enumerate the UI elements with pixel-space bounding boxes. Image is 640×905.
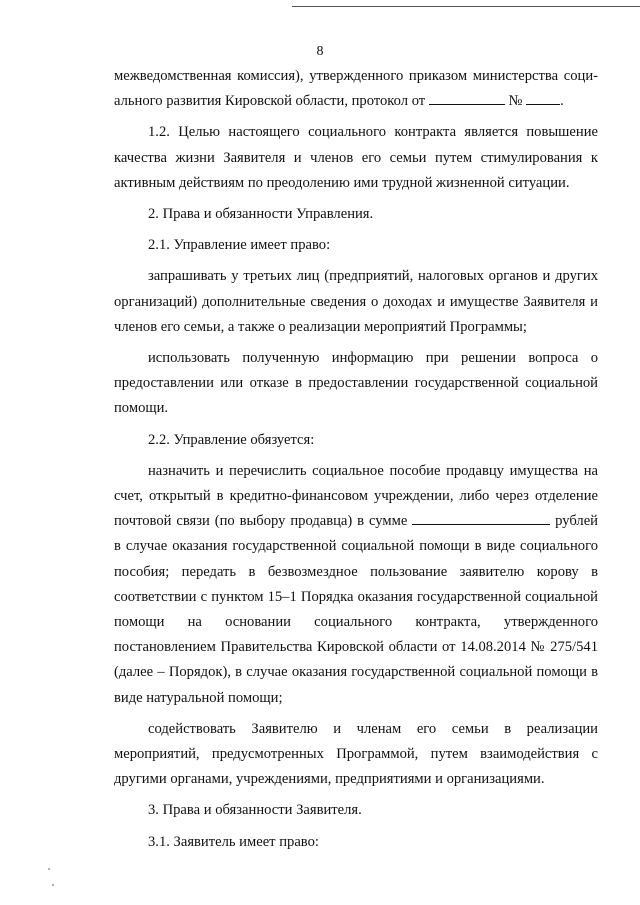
section-heading-2: 2. Права и обязанности Управления. (148, 206, 374, 223)
text-run: в случае оказания государственной социальной помощи в виде социального пособия; передать в безвозмездное пользование заявителю корову в соответствии с пунктом 15–1 Порядка оказания государственной социальной помощи на основании социального контракта, утвержденного постановлением Правительства Кировской области от 14.08.2014 № 275/541 (далее – Порядок), в случае оказания государственной социальной помощи в виде натуральной помощи; (114, 538, 598, 706)
document-body (114, 64, 598, 855)
paragraph-assign-benefit (114, 459, 598, 711)
paragraph-commission (114, 64, 598, 114)
subsection-heading-2-2: 2.2. Управление обязуется: (148, 431, 315, 448)
protocol-date-blank (429, 90, 505, 105)
paragraph-use-info: использовать полученную информацию при решении вопроса о предоставлении или отказе в предоставлении государственной социальной помощи. (114, 350, 598, 417)
top-rule (292, 6, 640, 7)
paragraph-assist: содействовать Заявителю и членам его семьи в реализации мероприятий, предусмотренных Программой, путем взаимодействия с другими органами, учреждениями, предприятиями и организациями. (114, 720, 598, 788)
currency-label: рублей (555, 513, 598, 530)
number-sign: № (508, 93, 523, 110)
text-line: ального развития Кировской области, протокол от (114, 93, 426, 110)
scan-speck (48, 868, 50, 870)
paragraph-request-info: запрашивать у третьих лиц (предприятий, налоговых органов и других организаций) дополнительные сведения о доходах и имуществе Заявителя и членов его семьи, а также о реализации мероприятий Программы; (114, 268, 598, 335)
paragraph-goal: 1.2. Целью настоящего социального контракта является повышение качества жизни Заявителя и членов его семьи путем стимулирования к активным действиям по преодолению ими трудной жизненной ситуации. (114, 124, 598, 191)
section-heading-3: 3. Права и обязанности Заявителя. (148, 802, 362, 819)
page-number: 8 (316, 44, 324, 59)
sum-blank (412, 510, 550, 525)
scan-speck (52, 884, 54, 886)
subsection-heading-2-1: 2.1. Управление имеет право: (148, 237, 331, 254)
text-run: назначить и перечислить социальное пособие продавцу имущества на счет, открытый в кредитно-финансовом учреждении, либо через отделение почтовой связи (по выбору продавца) в сумме (114, 462, 598, 530)
protocol-number-blank (526, 90, 560, 105)
text-line: межведомственная комиссия), утвержденного приказом министерства соци- (114, 68, 598, 84)
period: . (560, 93, 564, 110)
subsection-heading-3-1: 3.1. Заявитель имеет право: (148, 833, 319, 850)
